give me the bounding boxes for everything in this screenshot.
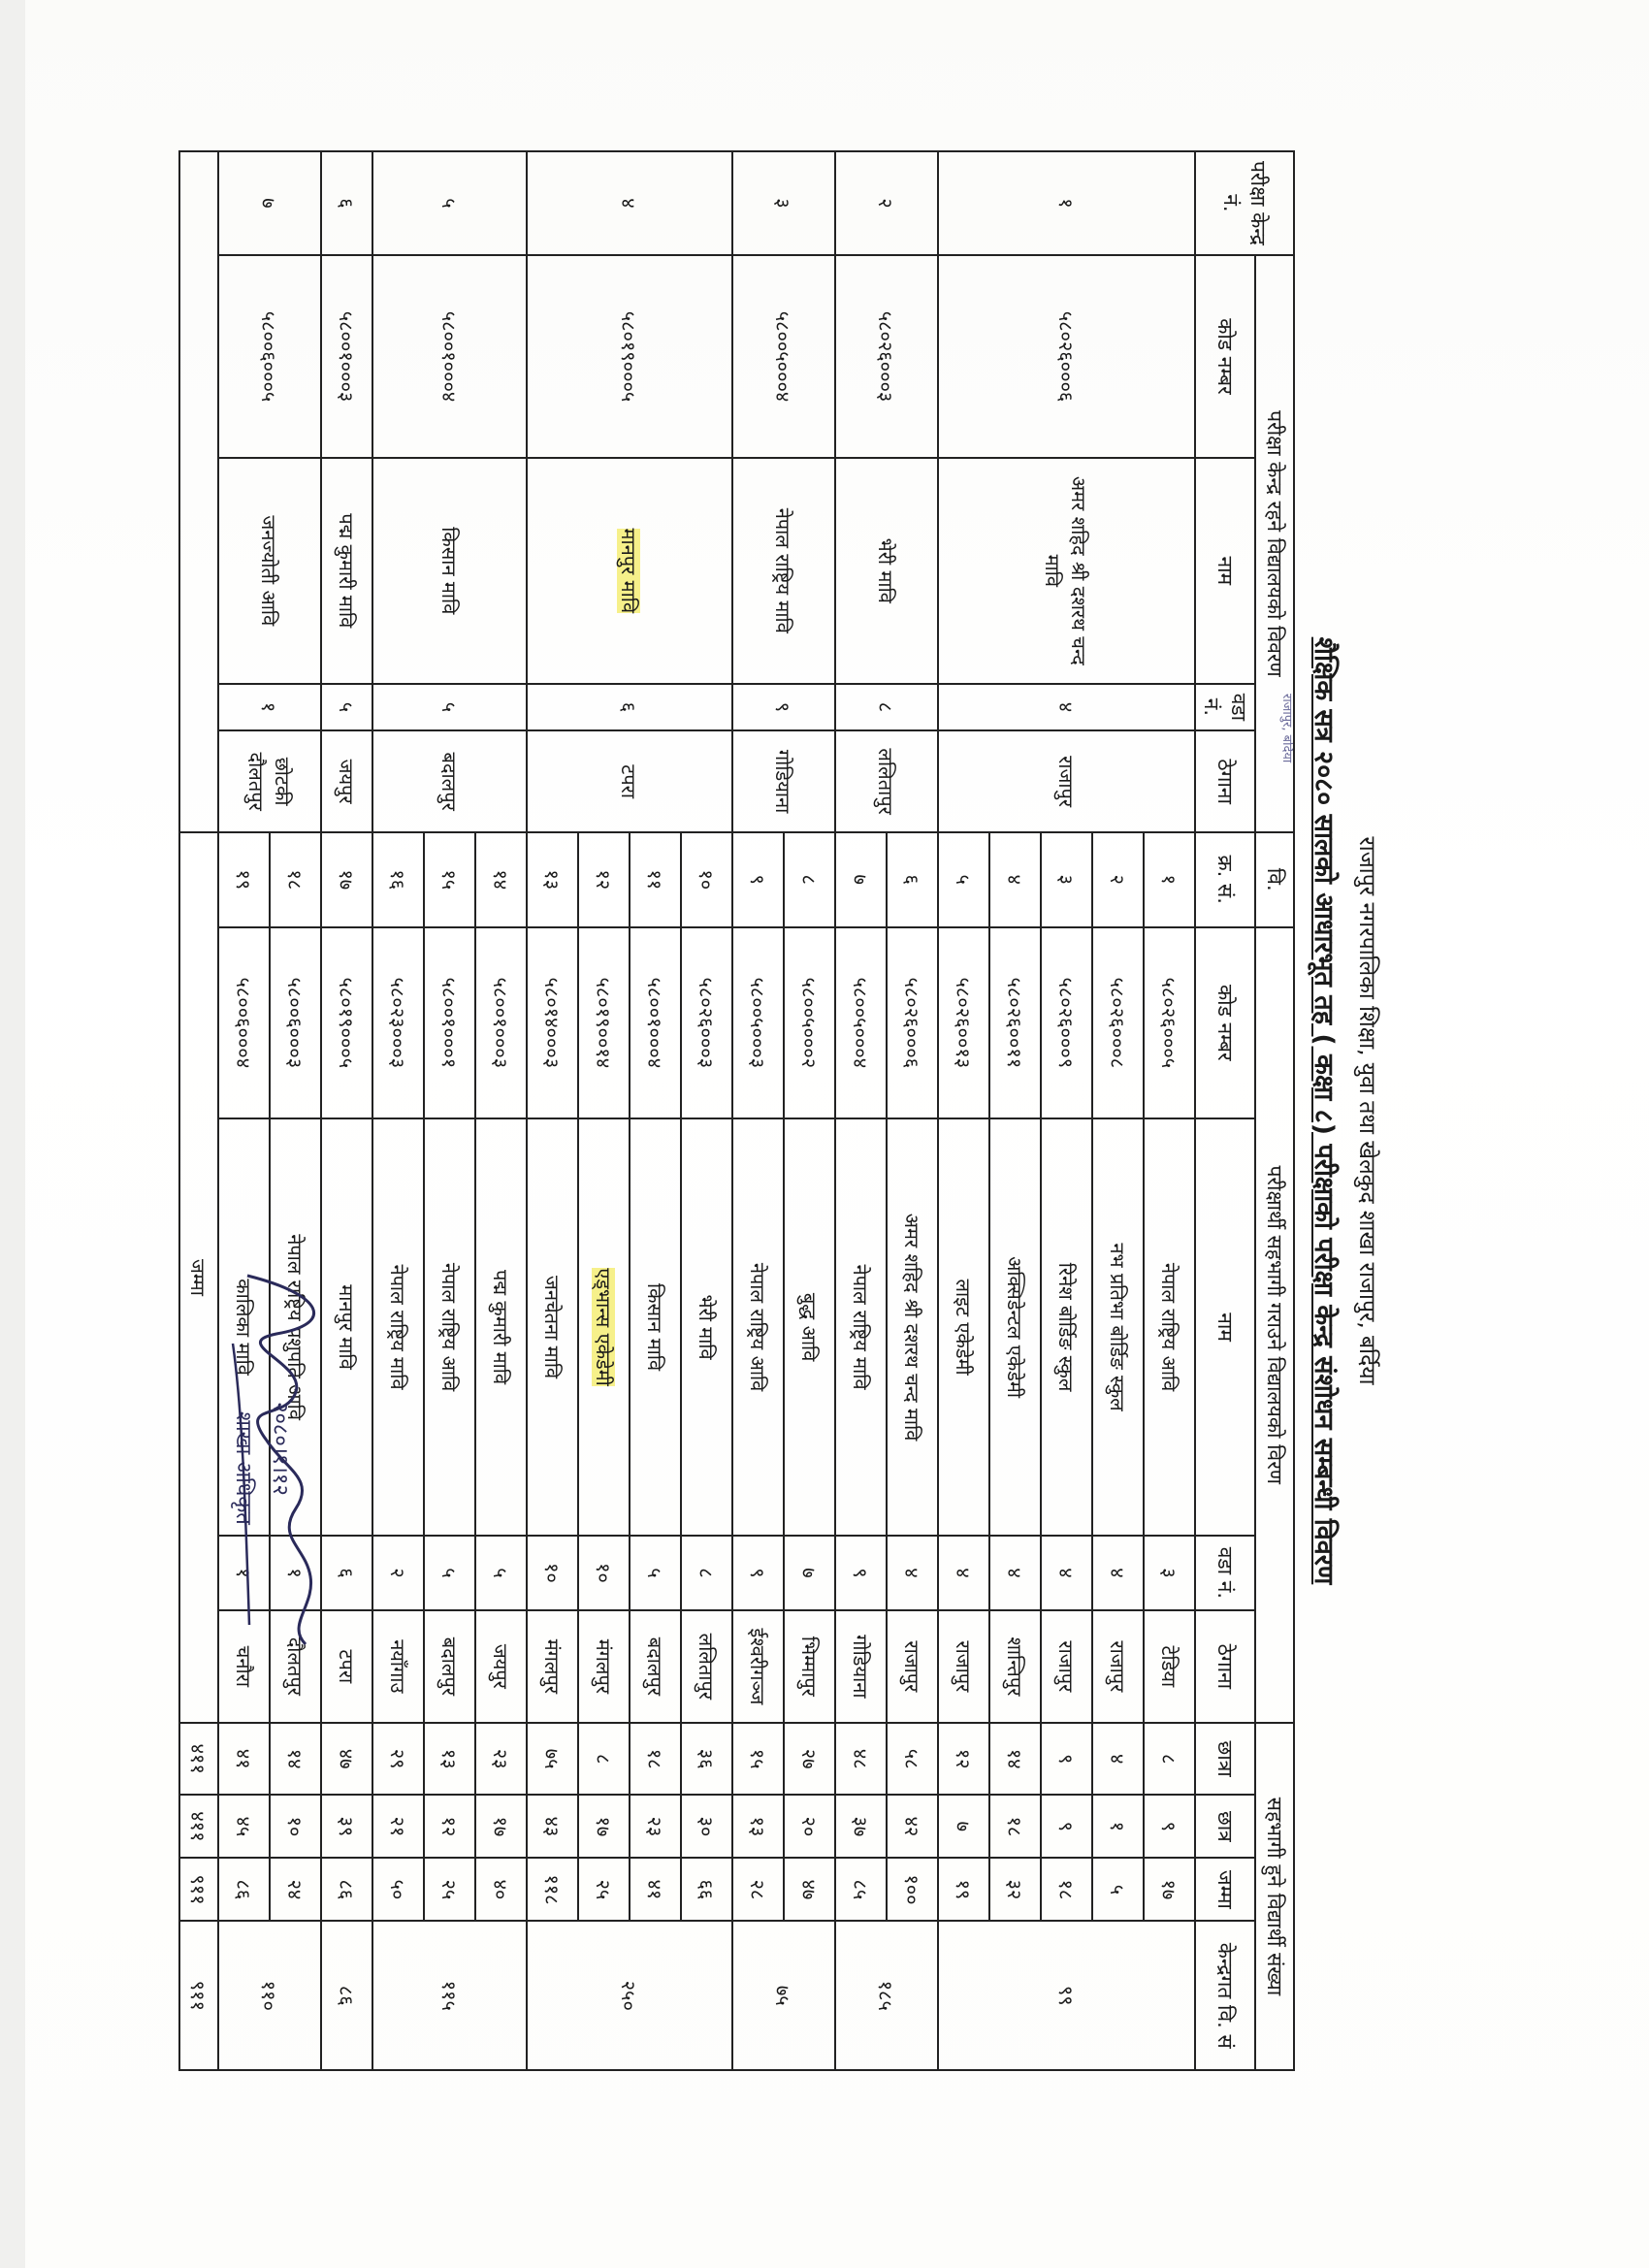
school-total-cell: १९ bbox=[938, 1858, 989, 1921]
col-center-school-group: परीक्षा केन्द्र रहने विद्यालयको विवरण bbox=[1255, 255, 1294, 832]
school-ward-cell: २ bbox=[372, 1536, 424, 1610]
school-code-cell: ५८०२६०००८ bbox=[1092, 927, 1144, 1119]
school-total-cell: ५० bbox=[372, 1858, 424, 1921]
school-address-cell: मंगलपुर bbox=[527, 1610, 578, 1723]
school-address-cell: भिम्मापुर bbox=[784, 1610, 835, 1723]
center-ward-cell: ९ bbox=[732, 684, 835, 731]
center-name-cell: पद्म कुमारी मावि bbox=[321, 458, 372, 683]
school-serial-cell: १० bbox=[681, 832, 732, 927]
school-ward-cell: १० bbox=[527, 1536, 578, 1610]
school-girls-cell: २९ bbox=[372, 1723, 424, 1795]
col-code: कोड नम्बर bbox=[1195, 255, 1255, 458]
center-name-cell bbox=[527, 458, 732, 683]
school-ward-cell: १ bbox=[270, 1536, 321, 1610]
school-address-cell: जयपुर bbox=[475, 1610, 527, 1723]
school-serial-cell: ९ bbox=[732, 832, 784, 927]
table-row bbox=[681, 151, 732, 2070]
signature-title: शाखा अधिकृत bbox=[231, 1411, 255, 1525]
center-name-cell: जनज्योती आवि bbox=[218, 458, 321, 683]
center-ward-cell: ८ bbox=[835, 684, 938, 731]
school-code-cell: ५८०२६०००५ bbox=[1144, 927, 1195, 1119]
center-address-cell: बदालपुर bbox=[372, 730, 527, 832]
school-girls-cell: १८ bbox=[630, 1723, 681, 1795]
school-girls-cell: ४ bbox=[1092, 1723, 1144, 1795]
school-boys-cell: १ bbox=[1092, 1795, 1144, 1858]
office-stamp: राजापुर, बर्दिया bbox=[1279, 694, 1294, 763]
school-name-cell: नेपाल राष्ट्रिय पशुपति आवि bbox=[270, 1118, 321, 1536]
school-girls-cell: १३ bbox=[424, 1723, 475, 1795]
school-girls-cell: १४ bbox=[989, 1723, 1041, 1795]
school-code-cell: ५८००१०००१ bbox=[424, 927, 475, 1119]
center-code-cell: ५८०२६०००६ bbox=[938, 255, 1195, 458]
school-address-cell: चनौरा bbox=[218, 1610, 270, 1723]
school-ward-cell: ९ bbox=[732, 1536, 784, 1610]
school-ward-cell: ८ bbox=[681, 1536, 732, 1610]
totals-label: जम्मा bbox=[179, 832, 218, 1723]
school-total-cell: २५ bbox=[424, 1858, 475, 1921]
school-code-cell: ५८०२६००११ bbox=[989, 927, 1041, 1119]
center-address-cell: टपरा bbox=[527, 730, 732, 832]
school-address-cell: शान्तिपुर bbox=[989, 1610, 1041, 1723]
school-ward-cell: ६ bbox=[321, 1536, 372, 1610]
school-name-cell: नेपाल राष्ट्रिय मावि bbox=[372, 1118, 424, 1536]
col-p-name: नाम bbox=[1195, 1118, 1255, 1536]
school-ward-cell: ४ bbox=[1092, 1536, 1144, 1610]
document-title bbox=[1308, 150, 1343, 2071]
center-no-cell: ४ bbox=[527, 151, 732, 255]
school-ward-cell: ३ bbox=[1144, 1536, 1195, 1610]
school-total-cell: ४१ bbox=[630, 1858, 681, 1921]
school-ward-cell: ४ bbox=[989, 1536, 1041, 1610]
school-girls-cell: १२ bbox=[938, 1723, 989, 1795]
table-row bbox=[887, 151, 938, 2070]
school-total-cell: ८६ bbox=[218, 1858, 270, 1921]
center-total-cell: ११० bbox=[218, 1921, 321, 2070]
school-ward-cell: १० bbox=[578, 1536, 630, 1610]
school-serial-cell: १४ bbox=[475, 832, 527, 927]
school-boys-cell: १० bbox=[270, 1795, 321, 1858]
school-total-cell: ११८ bbox=[527, 1858, 578, 1921]
col-ward: वडा नं. bbox=[1195, 684, 1255, 731]
school-name-cell: नभ प्रतिभा बोर्डिङ स्कुल bbox=[1092, 1118, 1144, 1536]
school-serial-cell: १८ bbox=[270, 832, 321, 927]
center-no-cell: ३ bbox=[732, 151, 835, 255]
totals-blank bbox=[179, 151, 218, 832]
center-name-highlight: मानपुर मावि bbox=[617, 528, 641, 614]
school-ward-cell: ५ bbox=[630, 1536, 681, 1610]
col-p-ward: वडा नं. bbox=[1195, 1536, 1255, 1610]
center-ward-cell: १ bbox=[218, 684, 321, 731]
school-serial-cell: १५ bbox=[424, 832, 475, 927]
col-center-total: केन्द्रगत वि. सं bbox=[1195, 1921, 1255, 2070]
school-boys-cell: ३९ bbox=[321, 1795, 372, 1858]
school-girls-cell: ४१ bbox=[218, 1723, 270, 1795]
school-boys-cell: २३ bbox=[630, 1795, 681, 1858]
center-total-cell: ७५ bbox=[732, 1921, 835, 2070]
school-total-cell: ६६ bbox=[681, 1858, 732, 1921]
center-ward-cell: ५ bbox=[372, 684, 527, 731]
center-no-cell: ७ bbox=[218, 151, 321, 255]
table-row bbox=[784, 151, 835, 2070]
totals-girls: ४११ bbox=[179, 1723, 218, 1795]
school-girls-cell: ५८ bbox=[887, 1723, 938, 1795]
center-code-cell: ५८००५०००४ bbox=[732, 255, 835, 458]
school-total-cell: २८ bbox=[732, 1858, 784, 1921]
center-ward-cell: ४ bbox=[938, 684, 1195, 731]
school-name-cell: नेपाल राष्ट्रिय मावि bbox=[835, 1118, 887, 1536]
school-girls-cell: ३६ bbox=[681, 1723, 732, 1795]
col-boys: छात्र bbox=[1195, 1795, 1255, 1858]
school-girls-cell: २७ bbox=[784, 1723, 835, 1795]
col-participating-group: परीक्षार्थी सहभागी गराउने विद्यालयको विरण bbox=[1255, 927, 1294, 1723]
col-p-address: ठेगाना bbox=[1195, 1610, 1255, 1723]
center-address-cell: ललितापुर bbox=[835, 730, 938, 832]
school-ward-cell: ७ bbox=[784, 1536, 835, 1610]
col-name: नाम bbox=[1195, 458, 1255, 683]
school-boys-cell: १२ bbox=[424, 1795, 475, 1858]
col-serial: क्र. सं. bbox=[1195, 832, 1255, 927]
scan-edge bbox=[0, 0, 25, 2268]
school-code-cell: ५८००१०००४ bbox=[630, 927, 681, 1119]
rotated-document-page bbox=[121, 150, 1392, 2071]
school-serial-cell: १७ bbox=[321, 832, 372, 927]
center-no-cell: २ bbox=[835, 151, 938, 255]
school-name-highlight: एड्भान्स एकेडेमी bbox=[592, 1268, 615, 1386]
school-boys-cell: ४३ bbox=[527, 1795, 578, 1858]
school-address-cell: राजापुर bbox=[1041, 1610, 1092, 1723]
school-boys-cell: १७ bbox=[475, 1795, 527, 1858]
school-name-cell: कालिका मावि bbox=[218, 1118, 270, 1536]
school-ward-cell: ४ bbox=[1041, 1536, 1092, 1610]
col-address: ठेगाना bbox=[1195, 730, 1255, 832]
center-code-cell: ५८०१९०००५ bbox=[527, 255, 732, 458]
school-boys-cell: १८ bbox=[989, 1795, 1041, 1858]
school-ward-cell: ४ bbox=[938, 1536, 989, 1610]
school-boys-cell: १३ bbox=[732, 1795, 784, 1858]
school-serial-cell: ७ bbox=[835, 832, 887, 927]
school-name-cell: नेपाल राष्ट्रिय आवि bbox=[732, 1118, 784, 1536]
school-name-cell: भेरी मावि bbox=[681, 1118, 732, 1536]
office-header: राजापुर नगरपालिका शिक्षा, युवा तथा खेलकुद शाखा राजापुर, बर्दिया bbox=[1354, 836, 1379, 1385]
school-ward-cell: ९ bbox=[835, 1536, 887, 1610]
school-ward-cell: ४ bbox=[887, 1536, 938, 1610]
center-code-cell: ५८००१०००३ bbox=[321, 255, 372, 458]
school-total-cell: २४ bbox=[270, 1858, 321, 1921]
school-boys-cell: ३७ bbox=[835, 1795, 887, 1858]
school-girls-cell: ८ bbox=[1144, 1723, 1195, 1795]
school-girls-cell: १४ bbox=[270, 1723, 321, 1795]
center-total-cell: १८५ bbox=[835, 1921, 938, 2070]
school-ward-cell: १ bbox=[218, 1536, 270, 1610]
school-code-cell: ५८००५०००३ bbox=[732, 927, 784, 1119]
school-girls-cell: ७५ bbox=[527, 1723, 578, 1795]
center-code-cell: ५८००१०००४ bbox=[372, 255, 527, 458]
school-boys-cell: २१ bbox=[372, 1795, 424, 1858]
school-address-cell: टपरा bbox=[321, 1610, 372, 1723]
table-row bbox=[1144, 151, 1195, 2070]
totals-row bbox=[179, 151, 218, 2070]
school-code-cell: ५८०१४०००३ bbox=[527, 927, 578, 1119]
center-code-cell: ५८००६०००५ bbox=[218, 255, 321, 458]
school-address-cell: नयाँगाउ bbox=[372, 1610, 424, 1723]
school-code-cell: ५८०२६००१३ bbox=[938, 927, 989, 1119]
school-girls-cell: ८ bbox=[578, 1723, 630, 1795]
table-row bbox=[475, 151, 527, 2070]
school-serial-cell: १३ bbox=[527, 832, 578, 927]
school-serial-cell: ५ bbox=[938, 832, 989, 927]
school-address-cell: गोडियाना bbox=[835, 1610, 887, 1723]
center-ward-cell: ६ bbox=[527, 684, 732, 731]
school-name-cell: अमर शहिद श्री दशरथ चन्द मावि bbox=[887, 1118, 938, 1536]
totals-total: ९११ bbox=[179, 1858, 218, 1921]
table-row bbox=[270, 151, 321, 2070]
school-name-cell: नेपाल राष्ट्रिय आवि bbox=[1144, 1118, 1195, 1536]
school-girls-cell: २३ bbox=[475, 1723, 527, 1795]
school-name-cell: जनचेतना मावि bbox=[527, 1118, 578, 1536]
table-body bbox=[218, 151, 1195, 2070]
school-serial-cell: १९ bbox=[218, 832, 270, 927]
exam-center-table bbox=[178, 150, 1295, 2071]
center-code-cell: ५८०२६०००३ bbox=[835, 255, 938, 458]
school-boys-cell: ४२ bbox=[887, 1795, 938, 1858]
school-address-cell: राजापुर bbox=[1092, 1610, 1144, 1723]
school-code-cell: ५८०१९००१४ bbox=[578, 927, 630, 1119]
school-total-cell: १७ bbox=[1144, 1858, 1195, 1921]
school-code-cell: ५८०२६०००६ bbox=[887, 927, 938, 1119]
school-address-cell: दौलतपुर bbox=[270, 1610, 321, 1723]
school-ward-cell: ५ bbox=[424, 1536, 475, 1610]
school-serial-cell: १६ bbox=[372, 832, 424, 927]
school-code-cell: ५८००५०००२ bbox=[784, 927, 835, 1119]
col-students-group: सहभागी हुने विद्यार्थी संख्या bbox=[1255, 1723, 1294, 2070]
school-serial-cell: ४ bbox=[989, 832, 1041, 927]
center-name-cell: नेपाल राष्ट्रिय मावि bbox=[732, 458, 835, 683]
center-no-cell: १ bbox=[938, 151, 1195, 255]
school-girls-cell: ४७ bbox=[321, 1723, 372, 1795]
col-exam-center-no: परीक्षा केन्द्र नं. bbox=[1195, 151, 1294, 255]
col-girls: छात्रा bbox=[1195, 1723, 1255, 1795]
school-address-cell: राजापुर bbox=[887, 1610, 938, 1723]
totals-center-total: ९११ bbox=[179, 1921, 218, 2070]
school-total-cell: ८५ bbox=[835, 1858, 887, 1921]
school-total-cell: २५ bbox=[578, 1858, 630, 1921]
school-boys-cell: ७ bbox=[938, 1795, 989, 1858]
center-name-cell: किसान मावि bbox=[372, 458, 527, 683]
school-code-cell: ५८०१९०००५ bbox=[321, 927, 372, 1119]
school-boys-cell: ४५ bbox=[218, 1795, 270, 1858]
signature-date: २०८०।१।१२ bbox=[268, 1402, 292, 1496]
school-address-cell: ईश्वरीगञ्ज bbox=[732, 1610, 784, 1723]
school-serial-cell: १ bbox=[1144, 832, 1195, 927]
school-name-cell: रिनेश बोर्डिङ स्कुल bbox=[1041, 1118, 1092, 1536]
school-boys-cell: ९ bbox=[1144, 1795, 1195, 1858]
school-name-cell: लाइट एकेडेमी bbox=[938, 1118, 989, 1536]
school-serial-cell: ८ bbox=[784, 832, 835, 927]
center-address-cell: जयपुर bbox=[321, 730, 372, 832]
school-serial-cell: ३ bbox=[1041, 832, 1092, 927]
school-address-cell: बदालपुर bbox=[630, 1610, 681, 1723]
school-total-cell: ५ bbox=[1092, 1858, 1144, 1921]
school-name-cell: पद्म कुमारी मावि bbox=[475, 1118, 527, 1536]
school-code-cell: ५८०२३०००३ bbox=[372, 927, 424, 1119]
school-ward-cell: ५ bbox=[475, 1536, 527, 1610]
center-total-cell: ८६ bbox=[321, 1921, 372, 2070]
center-total-cell: ९९ bbox=[938, 1921, 1195, 2070]
school-address-cell: ललितापुर bbox=[681, 1610, 732, 1723]
document-title-text: शैक्षिक सत्र २०८० सालको आधारभूत तह ( कक्षा ८) परीक्षाको परीक्षा केन्द्र संशोधन सम्बन्धी विवरण bbox=[1309, 636, 1339, 1585]
school-name-cell: अक्सिडेन्टल एकेडेमी bbox=[989, 1118, 1041, 1536]
school-code-cell: ५८००६०००४ bbox=[218, 927, 270, 1119]
school-boys-cell: ३० bbox=[681, 1795, 732, 1858]
school-address-cell: टेडिया bbox=[1144, 1610, 1195, 1723]
school-total-cell: १८ bbox=[1041, 1858, 1092, 1921]
totals-boys: ४११ bbox=[179, 1795, 218, 1858]
school-boys-cell: २० bbox=[784, 1795, 835, 1858]
school-total-cell: ४७ bbox=[784, 1858, 835, 1921]
school-serial-cell: १२ bbox=[578, 832, 630, 927]
school-address-cell: बदालपुर bbox=[424, 1610, 475, 1723]
center-total-cell: २५० bbox=[527, 1921, 732, 2070]
table-row bbox=[321, 151, 372, 2070]
school-total-cell: १०० bbox=[887, 1858, 938, 1921]
school-name-cell bbox=[578, 1118, 630, 1536]
school-girls-cell: ९ bbox=[1041, 1723, 1092, 1795]
center-address-cell: गोडियाना bbox=[732, 730, 835, 832]
school-address-cell: मंगलपुर bbox=[578, 1610, 630, 1723]
school-name-cell: मानपुर मावि bbox=[321, 1118, 372, 1536]
col-total: जम्मा bbox=[1195, 1858, 1255, 1921]
center-no-cell: ५ bbox=[372, 151, 527, 255]
school-serial-cell: ६ bbox=[887, 832, 938, 927]
center-address-cell: छोटकी दौलतपुर bbox=[218, 730, 321, 832]
school-girls-cell: ४८ bbox=[835, 1723, 887, 1795]
school-code-cell: ५८००५०००४ bbox=[835, 927, 887, 1119]
center-ward-cell: ५ bbox=[321, 684, 372, 731]
col-vi: वि. bbox=[1255, 832, 1294, 927]
center-total-cell: ११५ bbox=[372, 1921, 527, 2070]
school-code-cell: ५८०२६०००९ bbox=[1041, 927, 1092, 1119]
school-serial-cell: ११ bbox=[630, 832, 681, 927]
school-code-cell: ५८००६०००३ bbox=[270, 927, 321, 1119]
school-code-cell: ५८००१०००३ bbox=[475, 927, 527, 1119]
col-p-code: कोड नम्बर bbox=[1195, 927, 1255, 1119]
school-girls-cell: १५ bbox=[732, 1723, 784, 1795]
center-name-cell: अमर शहिद श्री दशरथ चन्द मावि bbox=[938, 458, 1195, 683]
school-name-cell: बुद्ध आवि bbox=[784, 1118, 835, 1536]
school-name-cell: नेपाल राष्ट्रिय आवि bbox=[424, 1118, 475, 1536]
center-address-cell: राजापुर bbox=[938, 730, 1195, 832]
center-no-cell: ६ bbox=[321, 151, 372, 255]
school-boys-cell: १७ bbox=[578, 1795, 630, 1858]
school-total-cell: ८६ bbox=[321, 1858, 372, 1921]
school-address-cell: राजापुर bbox=[938, 1610, 989, 1723]
school-total-cell: ३२ bbox=[989, 1858, 1041, 1921]
center-name-cell: भेरी मावि bbox=[835, 458, 938, 683]
school-boys-cell: ९ bbox=[1041, 1795, 1092, 1858]
school-serial-cell: २ bbox=[1092, 832, 1144, 927]
school-name-cell: किसान मावि bbox=[630, 1118, 681, 1536]
school-total-cell: ४० bbox=[475, 1858, 527, 1921]
school-code-cell: ५८०२६०००३ bbox=[681, 927, 732, 1119]
